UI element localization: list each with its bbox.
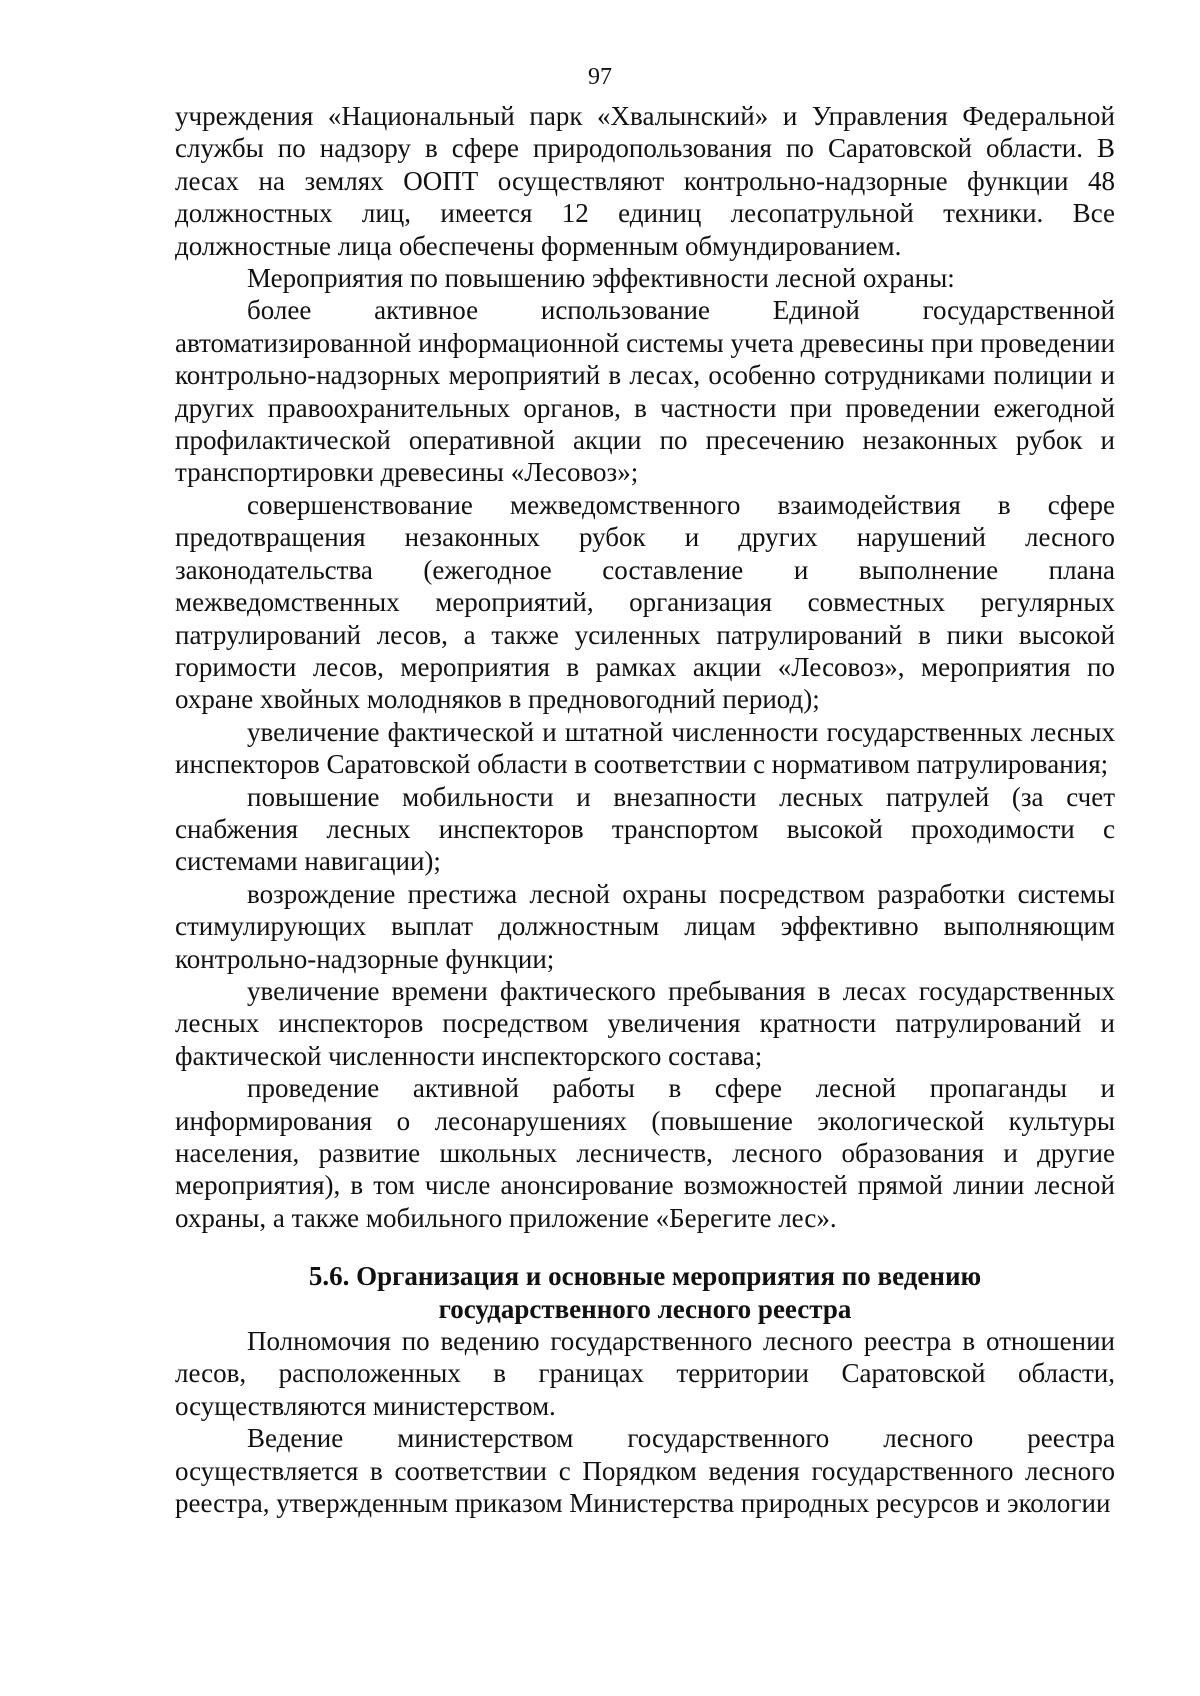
paragraph-measure-mobility: повышение мобильности и внезапности лесных патрулей (за счет снабжения лесных инспекторов транспортом высокой проходимости с системами навигации); — [175, 781, 1115, 877]
paragraph-registry-authority: Полномочия по ведению государственного лесного реестра в отношении лесов, расположенных в границах территории Саратовской области, осуществляются министерством. — [175, 1326, 1115, 1421]
section-heading — [175, 1260, 1115, 1325]
section-heading-line-2: государственного лесного реестра — [438, 1293, 852, 1324]
paragraph-measure-forest-time: увеличение времени фактического пребывания в лесах государственных лесных инспекторов посредством увеличения кратности патрулирований и фактической численности инспекторского состава; — [175, 975, 1115, 1071]
paragraph-continuation: учреждения «Национальный парк «Хвалынский» и Управления Федеральной службы по надзору в сфере природопользования по Саратовской области. В лесах на землях ООПТ осуществляют контрольно-надзорные функции 48 должностных лиц, имеется 12 единиц лесопатрульной техники. Все должностные лица обеспечены форменным обмундированием. — [175, 101, 1115, 261]
section-heading-line-1: 5.6. Организация и основные мероприятия по ведению — [308, 1261, 982, 1292]
paragraph-measure-prestige: возрождение престижа лесной охраны посредством разработки системы стимулирующих выплат должностным лицам эффективно выполняющим контрольно-надзорные функции; — [175, 878, 1115, 974]
page-number: 97 — [588, 64, 612, 90]
document-body — [175, 100, 1115, 1519]
paragraph-measure-egais: более активное использование Единой государственной автоматизированной информационной системы учета древесины при проведении контрольно-надзорных мероприятий в лесах, особенно сотрудниками полиции и других правоохранительных органов, в частности при проведении ежегодной профилактической оперативной акции по пресечению незаконных рубок и транспортировки древесины «Лесовоз»; — [175, 295, 1115, 488]
paragraph-measures-intro: Мероприятия по повышению эффективности лесной охраны: — [247, 263, 955, 294]
paragraph-measure-staffing: увеличение фактической и штатной численности государственных лесных инспекторов Саратовской области в соответствии с нормативом патрулирования; — [175, 716, 1115, 780]
paragraph-measure-propaganda: проведение активной работы в сфере лесной пропаганды и информирования о лесонарушениях (повышение экологической культуры населения, развитие школьных лесничеств, лесного образования и другие мероприятия), в том числе анонсирование возможностей прямой линии лесной охраны, а также мобильного приложение «Берегите лес». — [175, 1073, 1115, 1233]
paragraph-measure-interagency: совершенствование межведомственного взаимодействия в сфере предотвращения незаконных рубок и других нарушений лесного законодательства (ежегодное составление и выполнение плана межведомственных мероприятий, организация совместных регулярных патрулирований лесов, а также усиленных патрулирований в пики высокой горимости лесов, мероприятия в рамках акции «Лесовоз», мероприятия по охране хвойных молодняков в предновогодний период); — [175, 489, 1115, 715]
paragraph-registry-procedure: Ведение министерством государственного лесного реестра осуществляется в соответствии с Порядком ведения государственного лесного реестра, утвержденным приказом Министерства природных ресурсов и экологии — [175, 1423, 1115, 1519]
